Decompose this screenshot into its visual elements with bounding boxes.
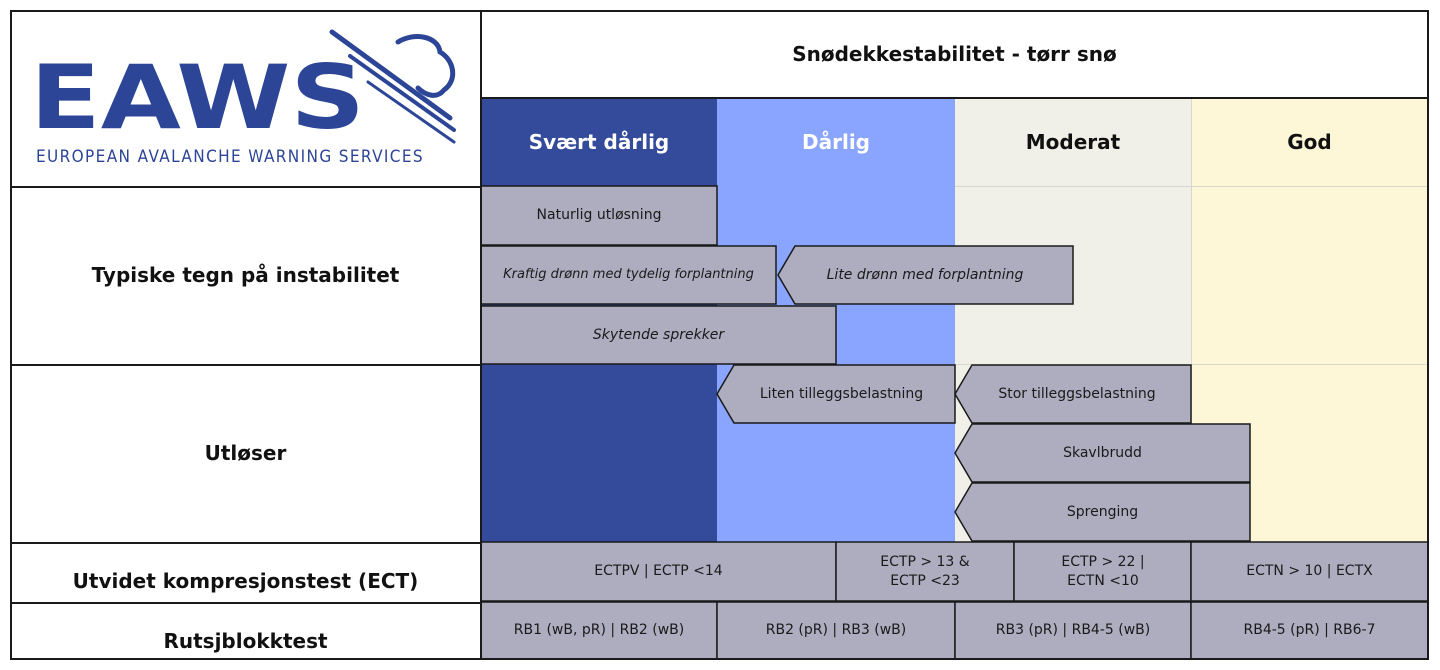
class-label-poor: Dårlig <box>802 130 870 154</box>
class-label-good: God <box>1287 130 1332 154</box>
grid-row-divider-4 <box>10 602 481 604</box>
grid-row-divider-2 <box>10 364 481 366</box>
rb-value-1: RB1 (wB, pR) | RB2 (wB) <box>513 622 685 639</box>
trigger-cornice-fall: Skavlbrudd <box>1063 444 1142 461</box>
row-label-trigger: Utløser <box>204 441 287 465</box>
page-title: Snødekkestabilitet - tørr snø <box>792 42 1117 66</box>
rb-value-4: RB4-5 (pR) | RB6-7 <box>1243 622 1376 639</box>
trigger-large-load: Stor tilleggsbelastning <box>998 385 1156 402</box>
sign-natural-release: Naturlig utløsning <box>536 207 662 224</box>
grid-row-divider-1 <box>10 186 481 188</box>
class-label-fair: Moderat <box>1025 130 1121 154</box>
logo-acronym: EAWS <box>30 46 365 149</box>
class-label-very-poor: Svært dårlig <box>528 130 670 154</box>
trigger-small-load: Liten tilleggsbelastning <box>759 385 924 402</box>
grid-outer-top <box>10 10 1429 12</box>
ect-value-2: ECTP > 13 & ECTP <23 <box>880 553 970 589</box>
grid-outer-right <box>1427 10 1429 659</box>
grid-row-divider-3 <box>10 542 481 544</box>
row-label-signs: Typiske tegn på instabilitet <box>91 263 400 287</box>
rb-value-3: RB3 (pR) | RB4-5 (wB) <box>995 622 1151 639</box>
row-label-rb: Rutsjblokktest <box>163 628 328 653</box>
ect-value-3: ECTP > 22 | ECTN <10 <box>1061 553 1145 589</box>
row-label-ect: Utvidet kompresjonstest (ECT) <box>72 569 419 593</box>
grid-title-divider <box>481 97 1428 99</box>
grid-outer-left <box>10 10 12 659</box>
ect-value-1: ECTPV | ECTP <14 <box>594 563 723 580</box>
grid-label-divider <box>480 10 482 659</box>
trigger-explosive: Sprenging <box>1066 503 1139 520</box>
rb-value-2: RB2 (pR) | RB3 (wB) <box>765 622 907 639</box>
grid-outer-bottom <box>10 658 1429 660</box>
ect-value-4: ECTN > 10 | ECTX <box>1246 563 1373 580</box>
sign-shooting-cracks: Skytende sprekker <box>592 326 725 343</box>
logo-subtitle: EUROPEAN AVALANCHE WARNING SERVICES <box>36 147 424 167</box>
sign-small-whumpf: Lite drønn med forplantning <box>826 266 1024 283</box>
sign-loud-whumpf: Kraftig drønn med tydelig forplantning <box>503 267 754 283</box>
